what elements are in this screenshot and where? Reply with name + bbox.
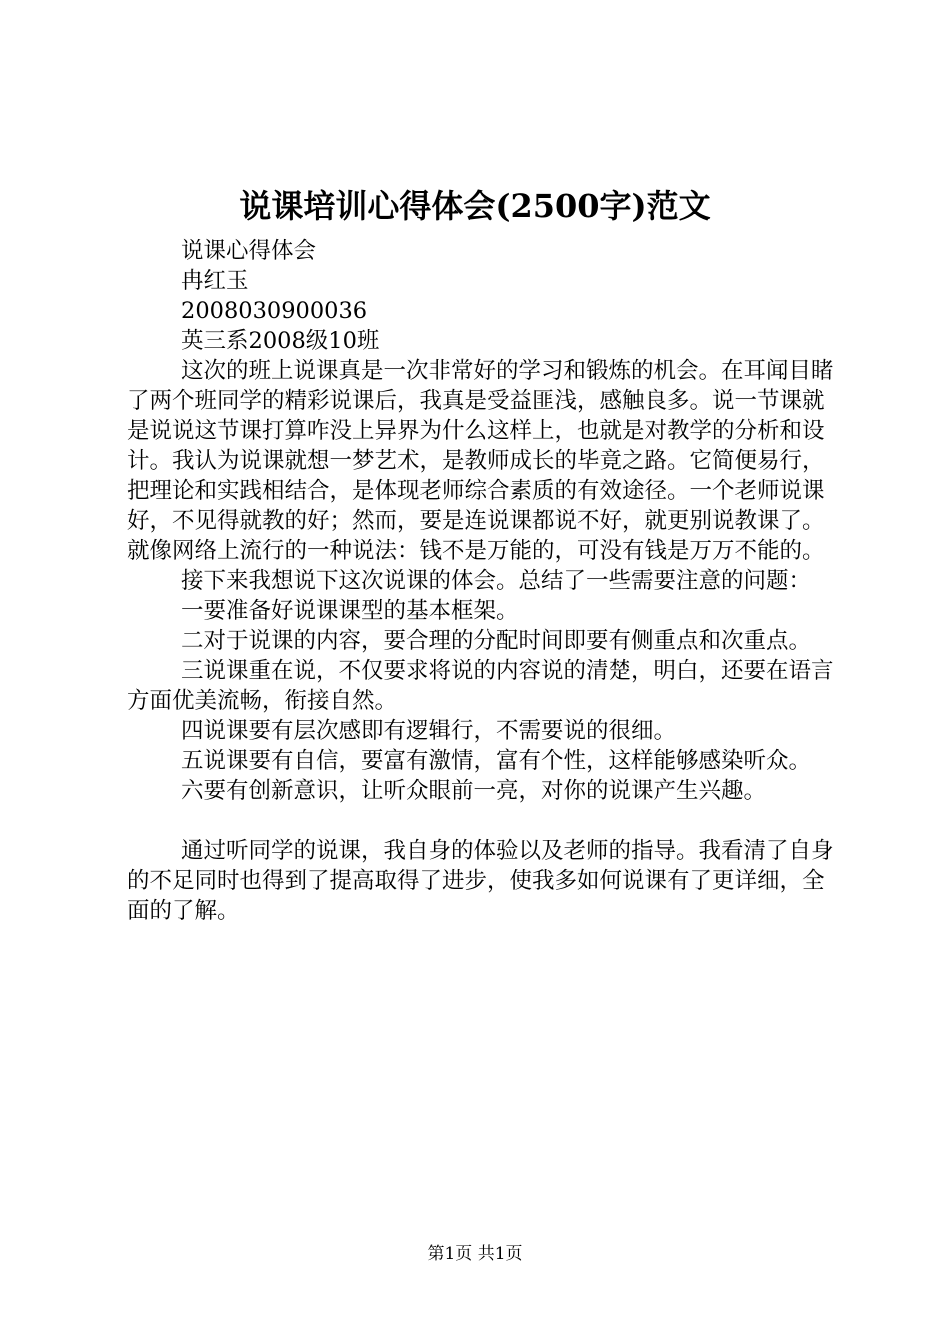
document-body (127, 236, 843, 926)
paragraph-conclusion: 通过听同学的说课，我自身的体验以及老师的指导。我看清了自身的不足同时也得到了提高取得了进步，使我多如何说课有了更详细，全面的了解。 (127, 838, 834, 924)
list-item-point-1: 一要准备好说课课型的基本框架。 (181, 598, 519, 624)
list-item-point-3: 三说课重在说，不仅要求将说的内容说的清楚，明白，还要在语言方面优美流畅，衔接自然。 (127, 658, 834, 714)
list-item-point-5: 五说课要有自信，要富有激情，富有个性，这样能够感染听众。 (181, 748, 812, 774)
list-item-point-6: 六要有创新意识，让听众眼前一亮，对你的说课产生兴趣。 (181, 778, 767, 804)
paragraph-intro: 这次的班上说课真是一次非常好的学习和锻炼的机会。在耳闻目睹了两个班同学的精彩说课后，我真是受益匪浅，感触良多。说一节课就是说说这节课打算咋没上异界为什么这样上，也就是对教学的分析和设计。我认为说课就想一梦艺术，是教师成长的毕竟之路。它简便易行，把理论和实践相结合，是体现老师综合素质的有效途径。一个老师说课好，不见得就教的好；然而，要是连说课都说不好，就更别说教课了。就像网络上流行的一种说法：钱不是万能的，可没有钱是万万不能的。 (127, 358, 834, 564)
header-line-author: 冉红玉 (181, 268, 249, 294)
list-item-point-2: 二对于说课的内容，要合理的分配时间即要有侧重点和次重点。 (181, 628, 812, 654)
paragraph-transition: 接下来我想说下这次说课的体会。总结了一些需要注意的问题： (181, 568, 812, 594)
blank-line (127, 806, 843, 836)
header-line-class: 英三系2008级10班 (181, 328, 380, 354)
header-line-topic: 说课心得体会 (181, 238, 317, 264)
page-footer: 第1页 共1页 (427, 1244, 523, 1264)
list-item-point-4: 四说课要有层次感即有逻辑行，不需要说的很细。 (181, 718, 677, 744)
header-line-student-id: 2008030900036 (181, 298, 368, 324)
document-title: 说课培训心得体会(2500字)范文 (239, 187, 711, 225)
